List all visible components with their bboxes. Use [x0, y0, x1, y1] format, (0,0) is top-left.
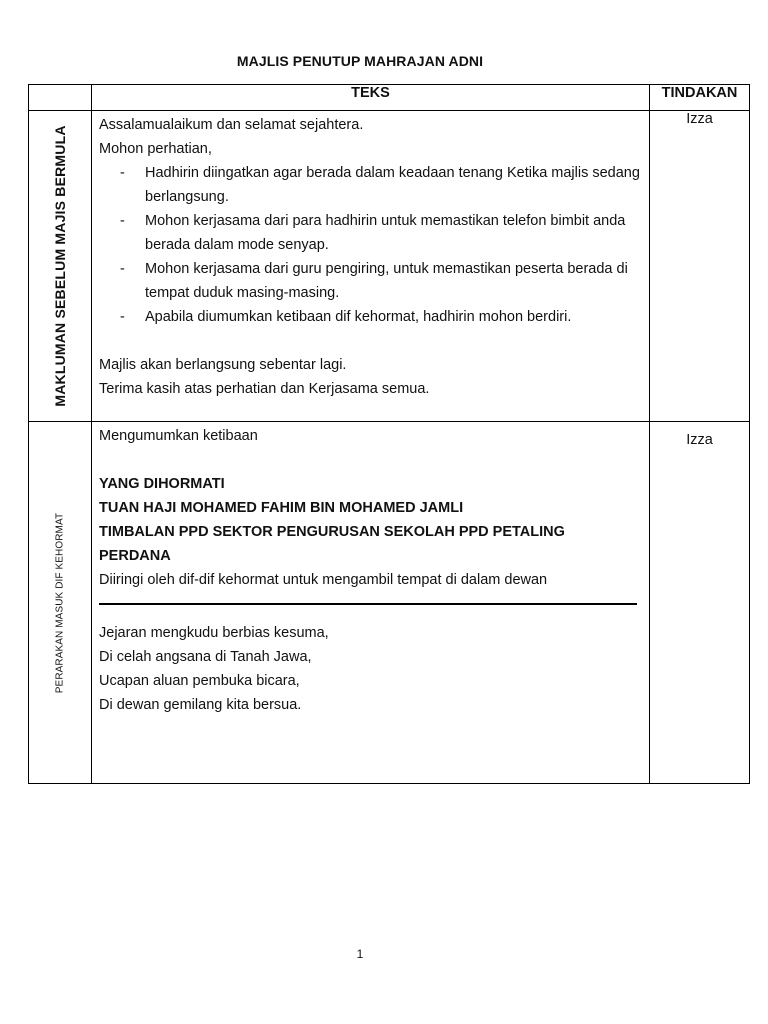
section-label-cell [29, 422, 92, 784]
guest-title-line-2: PERDANA [99, 548, 171, 564]
closing-text-1: Majlis akan berlangsung sebentar lagi. [99, 357, 347, 373]
action-cell-perarakan: Izza [650, 422, 750, 784]
action-cell-makluman: Izza [650, 111, 750, 422]
header-tindakan: TINDAKAN [650, 85, 750, 111]
page-number: 1 [356, 947, 364, 961]
document-title: MAJLIS PENUTUP MAHRAJAN ADNI [236, 53, 484, 69]
table-header-row [29, 85, 750, 111]
guest-name: TUAN HAJI MOHAMED FAHIM BIN MOHAMED JAMLI [99, 500, 464, 516]
list-item: - Mohon kerjasama dari guru pengiring, untuk memastikan peserta berada di tempat duduk masing-masing. [120, 261, 628, 301]
section-label-perarakan: PERARAKAN MASUK DIF KEHORMAT [54, 512, 66, 693]
teks-cell [92, 111, 650, 422]
closing-text-2: Terima kasih atas perhatian dan Kerjasama semua. [99, 381, 430, 397]
section-label-makluman: MAKLUMAN SEBELUM MAJIS BERMULA [52, 125, 68, 407]
list-item: - Hadhirin diingatkan agar berada dalam keadaan tenang Ketika majlis sedang berlangsung. [120, 165, 640, 205]
ceremony-script-table [28, 84, 750, 784]
pantun-line: Di celah angsana di Tanah Jawa, [99, 649, 312, 665]
attention-text: Mohon perhatian, [99, 141, 212, 157]
announce-text: Mengumumkan ketibaan [99, 428, 258, 444]
honorific-text: YANG DIHORMATI [99, 476, 225, 492]
list-item: - Apabila diumumkan ketibaan dif kehormat, hadhirin mohon berdiri. [120, 309, 572, 325]
accompany-text: Diiringi oleh dif-dif kehormat untuk mengambil tempat di dalam dewan [99, 572, 548, 588]
guest-title-line-1: TIMBALAN PPD SEKTOR PENGURUSAN SEKOLAH PPD PETALING [99, 524, 565, 540]
header-teks: TEKS [92, 85, 650, 111]
divider-line [99, 603, 637, 605]
greeting-text: Assalamualaikum dan selamat sejahtera. [99, 117, 364, 133]
pantun-line: Ucapan aluan pembuka bicara, [99, 673, 300, 689]
pantun-line: Jejaran mengkudu berbias kesuma, [99, 625, 329, 641]
list-item: - Mohon kerjasama dari para hadhirin untuk memastikan telefon bimbit anda berada dalam mode senyap. [120, 213, 626, 253]
section-label-cell [29, 111, 92, 422]
table-row-perarakan [29, 422, 750, 784]
header-empty-cell [29, 85, 92, 111]
pantun-line: Di dewan gemilang kita bersua. [99, 697, 302, 713]
notice-list [99, 161, 643, 329]
table-row-makluman [29, 111, 750, 422]
teks-cell [92, 422, 650, 784]
